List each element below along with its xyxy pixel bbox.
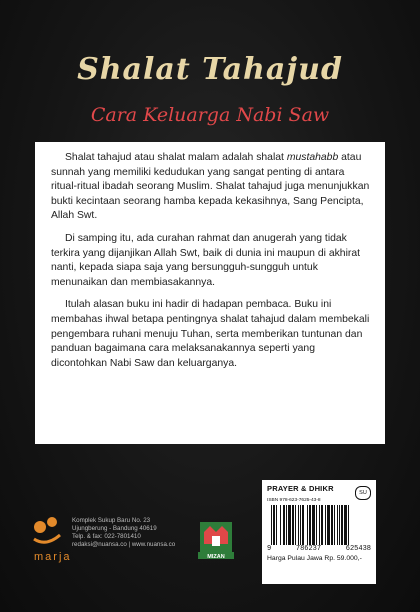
book-category: PRAYER & DHIKR	[267, 484, 334, 493]
barcode-digit-first: 9	[267, 545, 272, 553]
mizan-distributor-logo-icon	[196, 514, 236, 564]
address-line: Ujungberung - Bandung 40619	[72, 525, 157, 532]
blurb-p1-start: Shalat tahajud atau shalat malam adalah shalat	[65, 152, 287, 163]
price-label: Harga Pulau Jawa Rp. 59.000,-	[267, 555, 362, 562]
blurb-p1-italic: mustahabb	[286, 152, 339, 163]
blurb-box	[35, 142, 385, 444]
blurb-p1-end: atau sunnah yang memiliki kedudukan yang sangat penting di antara ritual-ritual ibadah seorang Muslim. Shalat tahajud juga menunjukkan bukti kecintaan seorang hamba kepada kekasihnya, Sang Pencipta, Allah Swt.	[51, 152, 370, 222]
barcode-numbers	[267, 545, 371, 553]
book-subtitle: Cara Keluarga Nabi Saw	[90, 104, 330, 126]
barcode-image	[267, 505, 371, 545]
address-line: Komplek Sukup Baru No. 23	[72, 517, 151, 524]
blurb-paragraph-3: Itulah alasan buku ini hadir di hadapan pembaca. Buku ini membahas ihwal betapa pentingnya shalat tahajud dalam membekali pengembara ruhani menuju Tuhan, serta memberikan tuntunan dan panduan bagaimana cara melaksanakannya seperti yang dicontohkan Nabi Saw dan keluarganya.	[51, 299, 370, 369]
publisher-address	[72, 517, 207, 549]
barcode-panel	[262, 480, 376, 584]
blurb-paragraph-1	[51, 151, 373, 224]
marja-logo-icon	[32, 515, 62, 549]
su-badge: SU	[355, 486, 371, 500]
publisher-block	[32, 515, 182, 575]
address-line: Telp. & fax: 022-7801410	[72, 533, 141, 540]
book-title: Shalat Tahajud	[77, 52, 343, 87]
mizan-logo-label: MIZAN	[207, 554, 225, 560]
barcode-digits-group-2: 625438	[345, 545, 371, 553]
address-line: redaksi@nuansa.co | www.nuansa.co	[72, 541, 176, 548]
isbn-text: ISBN 978-623-7625-43-8	[267, 498, 321, 503]
barcode-digits-group-1: 786237	[295, 545, 322, 553]
blurb-paragraph-2: Di samping itu, ada curahan rahmat dan anugerah yang tidak terkira yang dijanjikan Allah Swt, baik di dunia ini maupun di akhirat nanti, kepada siapa saja yang bersungguh-sungguh untuk menunaikan dan membiasakannya.	[51, 232, 361, 288]
marja-logo-text: marja	[34, 551, 72, 563]
